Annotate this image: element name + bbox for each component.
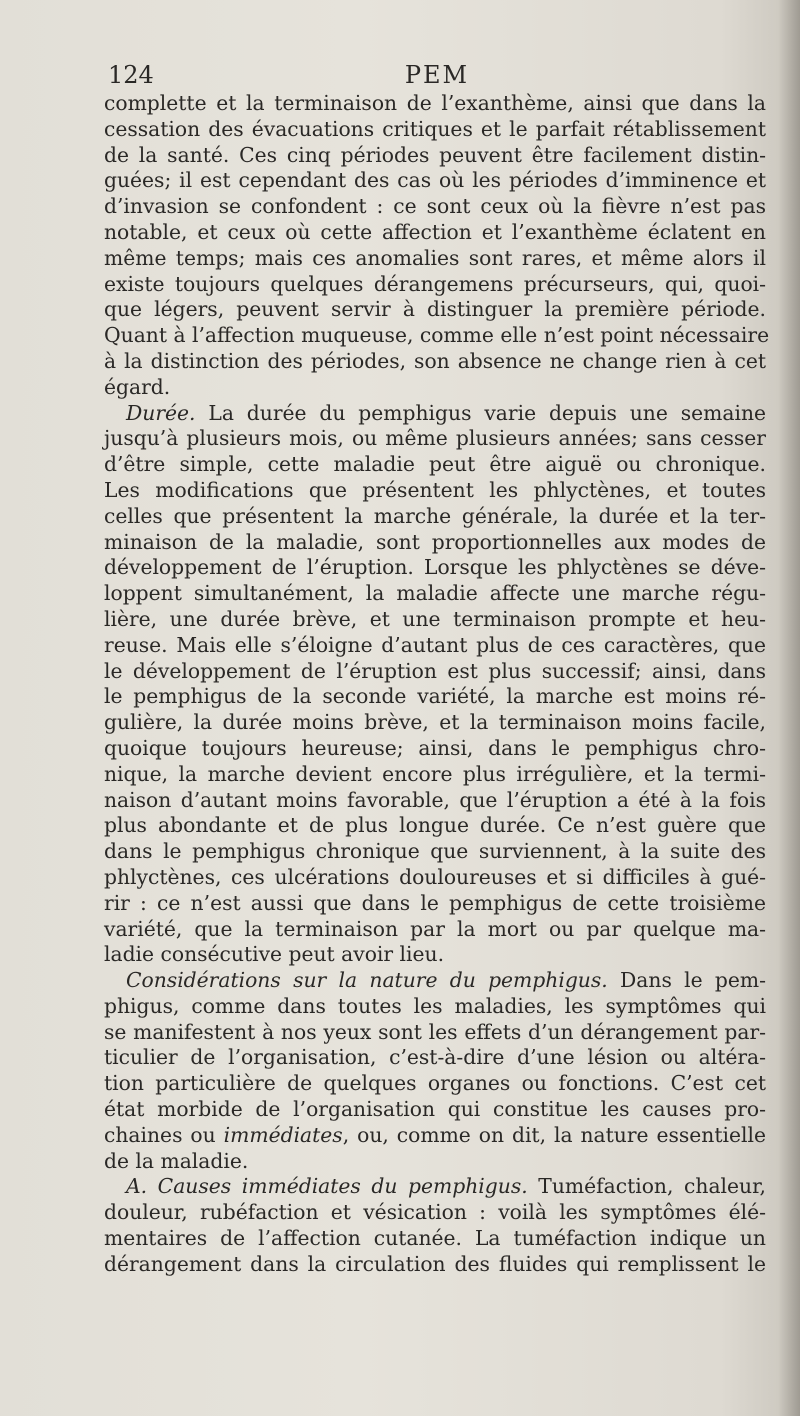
text-line: dérangement dans la circulation des fluides qui remplissent le bbox=[104, 1251, 766, 1276]
text-line: même temps; mais ces anomalies sont rares, et même alors il bbox=[104, 245, 766, 270]
text-line: variété, que la terminaison par la mort ou par quelque ma- bbox=[104, 916, 766, 941]
text-line: mentaires de l’affection cutanée. La tuméfaction indique un bbox=[104, 1226, 766, 1251]
text-line: développement de l’éruption. Lorsque les phlyctènes se déve- bbox=[104, 555, 766, 580]
text-line: à la distinction des périodes, son absence ne change rien à cet bbox=[104, 348, 766, 373]
text-line: existe toujours quelques dérangemens précurseurs, qui, quoi- bbox=[104, 271, 766, 296]
text-line: tion particulière de quelques organes ou fonctions. C’est cet bbox=[104, 1071, 766, 1096]
text-line: se manifestent à nos yeux sont les effets d’un dérangement par- bbox=[104, 1019, 766, 1044]
text-line: Quant à l’affection muqueuse, comme elle n’est point nécessaire bbox=[104, 323, 770, 348]
text-line: Les modifications que présentent les phlyctènes, et toutes bbox=[104, 477, 766, 502]
page-number: 124 bbox=[108, 61, 154, 89]
page-gutter-shadow bbox=[778, 0, 800, 1416]
paragraph-causes-first-line: A. Causes immédiates du pemphigus. Tuméfaction, chaleur, bbox=[126, 1174, 766, 1199]
text-line: jusqu’à plusieurs mois, ou même plusieurs années; sans cesser bbox=[104, 426, 766, 451]
text-line: douleur, rubéfaction et vésication : voilà les symptômes élé- bbox=[104, 1200, 766, 1225]
paragraph-duree-first-line: Durée. La durée du pemphigus varie depuis une semaine bbox=[126, 400, 767, 425]
text-line: le pemphigus de la seconde variété, la marche est moins ré- bbox=[104, 684, 766, 709]
text-line: minaison de la maladie, sont proportionnelles aux modes de bbox=[104, 529, 766, 554]
italic-term-immediates: immédiates bbox=[223, 1122, 343, 1147]
text-line: que légers, peuvent servir à distinguer la première période. bbox=[104, 297, 766, 322]
text-line: d’invasion se confondent : ce sont ceux où la fièvre n’est pas bbox=[104, 194, 766, 219]
text-line: loppent simultanément, la maladie affecte une marche régu- bbox=[104, 581, 766, 606]
text-line: notable, et ceux où cette affection et l’exanthème éclatent en bbox=[104, 219, 766, 244]
text-line: nique, la marche devient encore plus irrégulière, et la termi- bbox=[104, 761, 766, 786]
text-line: ladie consécutive peut avoir lieu. bbox=[104, 942, 445, 967]
text-line: celles que présentent la marche générale, la durée et la ter- bbox=[104, 503, 766, 528]
text-line: rir : ce n’est aussi que dans le pemphigus de cette troisième bbox=[104, 890, 766, 915]
text-line: phlyctènes, ces ulcérations douloureuses et si difficiles à gué- bbox=[104, 864, 766, 889]
text-line: état morbide de l’organisation qui constitue les causes pro- bbox=[104, 1097, 766, 1122]
text-line: de la santé. Ces cinq périodes peuvent être facilement distin- bbox=[104, 142, 766, 167]
text-line: égard. bbox=[104, 374, 171, 399]
text-line: d’être simple, cette maladie peut être aiguë ou chronique. bbox=[104, 452, 766, 477]
text-line: cessation des évacuations critiques et le parfait rétablissement bbox=[104, 116, 766, 141]
text-line: gulière, la durée moins brève, et la terminaison moins facile, bbox=[104, 710, 766, 735]
text-line: de la maladie. bbox=[104, 1148, 249, 1173]
text-line: naison d’autant moins favorable, que l’éruption a été à la fois bbox=[104, 787, 766, 812]
section-heading-duree: Durée. bbox=[126, 400, 196, 425]
text-line: reuse. Mais elle s’éloigne d’autant plus de ces caractères, que bbox=[104, 632, 766, 657]
text-line: ticulier de l’organisation, c’est-à-dire d’une lésion ou altéra- bbox=[104, 1045, 766, 1070]
paragraph-considerations-first-line: Considérations sur la nature du pemphigus. Dans le pem- bbox=[126, 968, 766, 993]
body-text bbox=[104, 91, 770, 1278]
text-line: dans le pemphigus chronique que surviennent, à la suite des bbox=[104, 839, 766, 864]
text-line: lière, une durée brève, et une terminaison prompte et heu- bbox=[104, 606, 766, 631]
text-line: guées; il est cependant des cas où les périodes d’imminence et bbox=[104, 168, 766, 193]
text-line: quoique toujours heureuse; ainsi, dans le pemphigus chro- bbox=[104, 735, 766, 760]
section-heading-causes: A. Causes immédiates du pemphigus. bbox=[126, 1174, 528, 1199]
text-line-with-italic: chaines ou immédiates, ou, comme on dit, la nature essentielle bbox=[104, 1122, 766, 1147]
text-line: complette et la terminaison de l’exanthème, ainsi que dans la bbox=[104, 91, 766, 115]
page-header bbox=[108, 58, 766, 92]
running-title: PEM bbox=[404, 61, 470, 89]
text-line: plus abondante et de plus longue durée. Ce n’est guère que bbox=[104, 813, 766, 838]
text-line: phigus, comme dans toutes les maladies, les symptômes qui bbox=[104, 993, 766, 1018]
section-heading-considerations: Considérations sur la nature du pemphigus. bbox=[126, 968, 608, 993]
text-line: le développement de l’éruption est plus successif; ainsi, dans bbox=[104, 658, 766, 683]
